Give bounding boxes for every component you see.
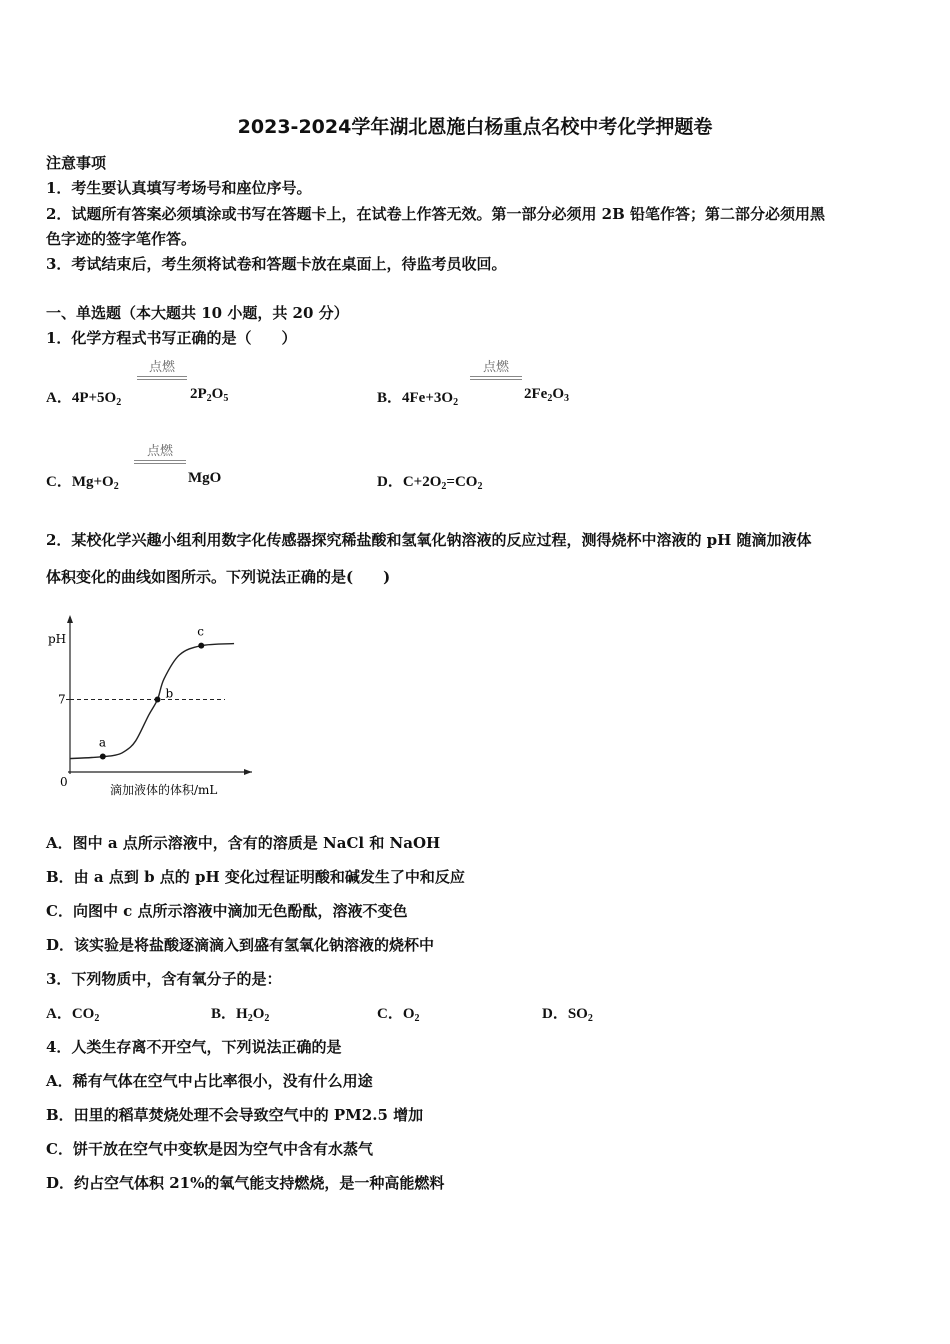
origin-label: 0 (60, 775, 68, 789)
point-label-b: b (165, 686, 174, 701)
point-label-a: a (98, 735, 106, 750)
point-a (100, 753, 106, 759)
question-2-stem: 体积变化的曲线如图所示。下列说法正确的是( ) (46, 568, 391, 586)
question-4-stem: 4．人类生存离不开空气，下列说法正确的是 (46, 1038, 342, 1056)
x-axis-label: 滴加液体的体积/mL (110, 783, 218, 797)
x-axis-arrow (244, 769, 252, 775)
q4-option: A．稀有气体在空气中占比率很小，没有什么用途 (46, 1072, 373, 1090)
ph-curve (70, 644, 234, 759)
q3-option-a: A．$CO_2$ (46, 1006, 100, 1024)
q1-option-d: D．$C+2O_2=CO_2$ (377, 474, 483, 492)
point-b (155, 697, 161, 703)
notice-item: 3．考试结束后，考生须将试卷和答题卡放在桌面上，待监考员收回。 (46, 255, 507, 273)
reaction-condition: 点燃 (470, 360, 522, 380)
y-axis-arrow (67, 615, 73, 623)
q2-option: C．向图中 c 点所示溶液中滴加无色酚酞，溶液不变色 (46, 902, 408, 920)
ph-chart (40, 605, 270, 800)
notice-item: 色字迹的签字笔作答。 (46, 230, 197, 248)
q4-option: D．约占空气体积 21%的氧气能支持燃烧，是一种高能燃料 (46, 1174, 445, 1192)
question-2-stem: 2．某校化学兴趣小组利用数字化传感器探究稀盐酸和氢氧化钠溶液的反应过程，测得烧杯中溶液的 pH 随滴加液体 (46, 531, 812, 549)
option-label: D． (377, 474, 403, 490)
q4-option: B．田里的稻草焚烧处理不会导致空气中的 PM2.5 增加 (46, 1106, 424, 1124)
option-label: C． (46, 474, 72, 490)
reaction-condition: 点燃 (134, 444, 186, 464)
q3-option-c: C．$O_2$ (377, 1006, 420, 1024)
q2-option: B．由 a 点到 b 点的 pH 变化过程证明酸和碱发生了中和反应 (46, 868, 465, 886)
question-3-stem: 3．下列物质中，含有氧分子的是： (46, 970, 282, 988)
reaction-condition: 点燃 (137, 360, 187, 380)
notice-heading: 注意事项 (46, 154, 107, 172)
q3-option-d: D．$SO_2$ (542, 1006, 593, 1024)
q2-option: A．图中 a 点所示溶液中，含有的溶质是 NaCl 和 NaOH (46, 834, 441, 852)
q2-option: D．该实验是将盐酸逐滴滴入到盛有氢氧化钠溶液的烧杯中 (46, 936, 435, 954)
notice-item: 2．试题所有答案必须填涂或书写在答题卡上，在试卷上作答无效。第一部分必须用 2B 铅笔作答；第二部分必须用黑 (46, 205, 826, 223)
point-c (198, 643, 204, 649)
q4-option: C．饼干放在空气中变软是因为空气中含有水蒸气 (46, 1140, 373, 1158)
point-label-c: c (197, 624, 204, 639)
option-label: A． (46, 390, 72, 406)
y-tick-label: 7 (58, 692, 66, 707)
option-label: B． (377, 390, 403, 406)
q3-option-b: B．$H_2O_2$ (211, 1006, 270, 1024)
question-1-stem: 1．化学方程式书写正确的是（ ） (46, 329, 297, 347)
page-title: 2023-2024学年湖北恩施白杨重点名校中考化学押题卷 (237, 116, 713, 138)
section-heading: 一、单选题（本大题共 10 小题，共 20 分） (46, 304, 349, 322)
y-axis-label: pH (48, 632, 67, 646)
notice-item: 1．考生要认真填写考场号和座位序号。 (46, 179, 312, 197)
